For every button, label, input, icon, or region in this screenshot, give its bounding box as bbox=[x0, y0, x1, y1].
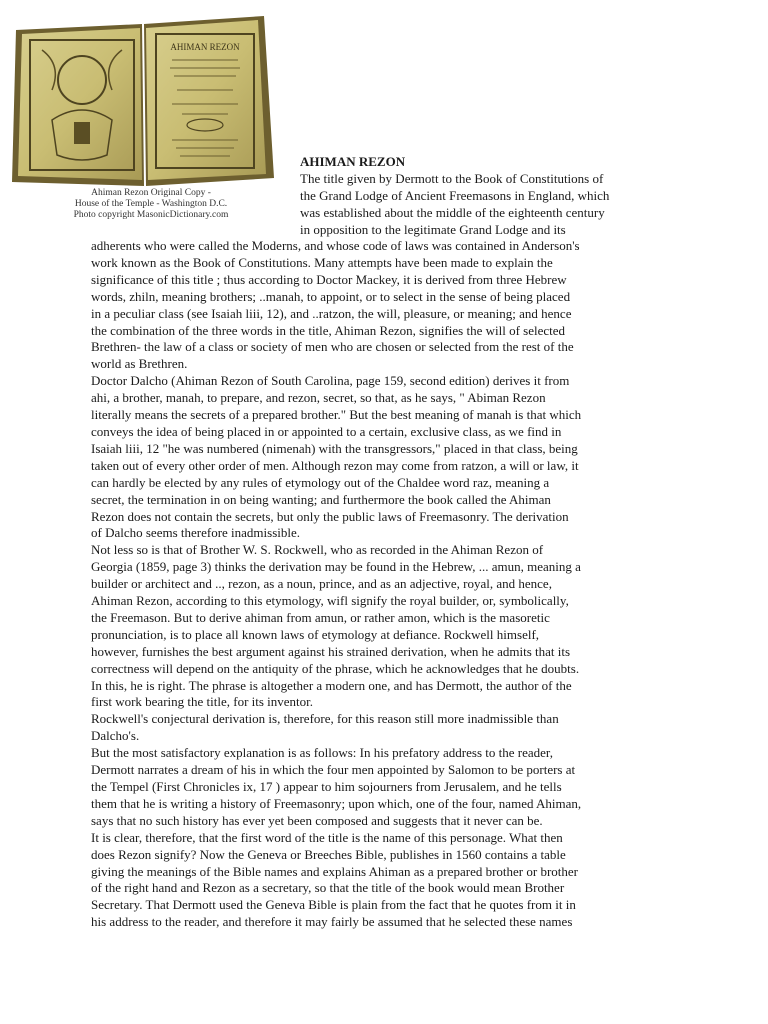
intro-line: in opposition to the legitimate Grand Lodge and its bbox=[300, 222, 566, 237]
body-line: them that he is writing a history of Freemasonry; upon which, one of the four, named Ahiman, bbox=[91, 795, 582, 811]
body-line: words, zhiln, meaning brothers; ..manah, to appoint, or to select in the sense of being placed bbox=[91, 288, 571, 304]
body-line: builder or architect and .., rezon, as a noun, prince, and as an adjective, royal, and hence, bbox=[91, 576, 552, 592]
body-line: first work bearing the title, for its inventor. bbox=[91, 694, 314, 710]
intro-line: the Grand Lodge of Ancient Freemasons in England, which bbox=[300, 188, 610, 203]
book-cover-title: AHIMAN REZON bbox=[170, 42, 240, 52]
body-line: his address to the reader, and therefore it may fairly be assumed that he selected these names bbox=[91, 914, 573, 930]
body-line: ahi, a brother, manah, to prepare, and rezon, secret, so that, as he says, " Abiman Rezon bbox=[91, 390, 546, 406]
caption-line: Photo copyright MasonicDictionary.com bbox=[73, 210, 229, 220]
body-line: taken out of every other order of men. Although rezon may come from ratzon, a will or law, it bbox=[91, 457, 579, 473]
book-photo bbox=[12, 10, 274, 188]
body-line: Rockwell's conjectural derivation is, therefore, for this reason still more inadmissible than bbox=[91, 711, 559, 727]
body-line: Not less so is that of Brother W. S. Rockwell, who as recorded in the Ahiman Rezon of bbox=[91, 542, 544, 558]
article-intro bbox=[300, 170, 680, 238]
body-line: Isaiah liii, 12 "he was numbered (nimenah) with the transgressors," placed in that class, being bbox=[91, 440, 578, 456]
body-line: world as Brethren. bbox=[91, 356, 188, 372]
caption-line: House of the Temple - Washington D.C. bbox=[74, 199, 228, 209]
body-line: says that no such history has ever yet been composed and suggests that it never can be. bbox=[91, 812, 543, 828]
body-line: Rezon does not contain the secrets, but only the public laws of Freemasonry. The derivation bbox=[91, 508, 569, 524]
article-body bbox=[91, 238, 691, 931]
body-line: of Dalcho seems therefore inadmissible. bbox=[91, 525, 301, 541]
body-line: Doctor Dalcho (Ahiman Rezon of South Carolina, page 159, second edition) derives it from bbox=[91, 373, 570, 389]
caption-line: Ahiman Rezon Original Copy - bbox=[91, 188, 211, 198]
body-line: correctness will depend on the antiquity of the phrase, which he acknowledges that he doubts. bbox=[91, 660, 580, 676]
body-line: however, furnishes the best argument against his strained derivation, when he admits that its bbox=[91, 643, 571, 659]
body-line: significance of this title ; thus according to Doctor Mackey, it is derived from three Hebrew bbox=[91, 271, 567, 287]
body-line: Secretary. That Dermott used the Geneva Bible is plain from the fact that he quotes from it in bbox=[91, 897, 576, 913]
body-line: the combination of the three words in the title, Ahiman Rezon, signifies the will of selected bbox=[91, 322, 566, 338]
body-line: Dermott narrates a dream of his in which the four men appointed by Salomon to be porters at bbox=[91, 762, 576, 778]
body-line: adherents who were called the Moderns, and whose code of laws was contained in Anderson's bbox=[91, 238, 580, 253]
body-line: Brethren- the law of a class or society of men who are chosen or selected from the rest of the bbox=[91, 339, 574, 355]
body-line: Georgia (1859, page 3) thinks the derivation may be found in the Hebrew, ... amun, meaning a bbox=[91, 559, 581, 575]
body-line: can hardly be elected by any rules of etymology out of the Chaldee word raz, meaning a bbox=[91, 474, 550, 490]
intro-line: was established about the middle of the eighteenth century bbox=[300, 205, 605, 220]
body-line: In this, he is right. The phrase is altogether a modern one, and has Dermott, the author of the bbox=[91, 677, 572, 693]
body-line: does Rezon signify? Now the Geneva or Breeches Bible, publishes in 1560 contains a table bbox=[91, 846, 566, 862]
body-line: Dalcho's. bbox=[91, 728, 140, 744]
body-line: work known as the Book of Constitutions. Many attempts have been made to explain the bbox=[91, 254, 553, 270]
body-line: in a peculiar class (see Isaiah liii, 12), and ..ratzon, the will, pleasure, or meaning; and hence bbox=[91, 305, 572, 321]
body-line: secret, the termination in on being wanting; and furthermore the book called the Ahiman bbox=[91, 491, 551, 507]
article-title: AHIMAN REZON bbox=[300, 154, 406, 169]
body-line: giving the meanings of the Bible names and explains Ahiman as a prepared brother or brother bbox=[91, 863, 578, 879]
intro-line: The title given by Dermott to the Book of Constitutions of bbox=[300, 171, 604, 186]
body-line: It is clear, therefore, that the first word of the title is the name of this personage. What then bbox=[91, 829, 563, 845]
photo-caption bbox=[40, 188, 262, 221]
body-line: of the right hand and Rezon as a secretary, so that the title of the book would mean Brother bbox=[91, 880, 565, 896]
body-line: Ahiman Rezon, according to this etymology, wifl signify the royal builder, or, symbolically, bbox=[91, 593, 569, 609]
body-line: pronunciation, is to place all known laws of etymology at defiance. Rockwell himself, bbox=[91, 626, 540, 642]
body-line: the Freemason. But to derive ahiman from amun, or rather amon, which is the masoretic bbox=[91, 609, 550, 625]
body-line: But the most satisfactory explanation is as follows: In his prefatory address to the reader, bbox=[91, 745, 553, 761]
body-line: conveys the idea of being placed in or appointed to a certain, exclusive class, as we find in bbox=[91, 423, 562, 439]
body-line: the Tempel (First Chronicles ix, 17 ) appear to him sojourners from Jerusalem, and he tells bbox=[91, 779, 562, 794]
body-line: literally means the secrets of a prepared brother." But the best meaning of manah is that which bbox=[91, 407, 582, 423]
